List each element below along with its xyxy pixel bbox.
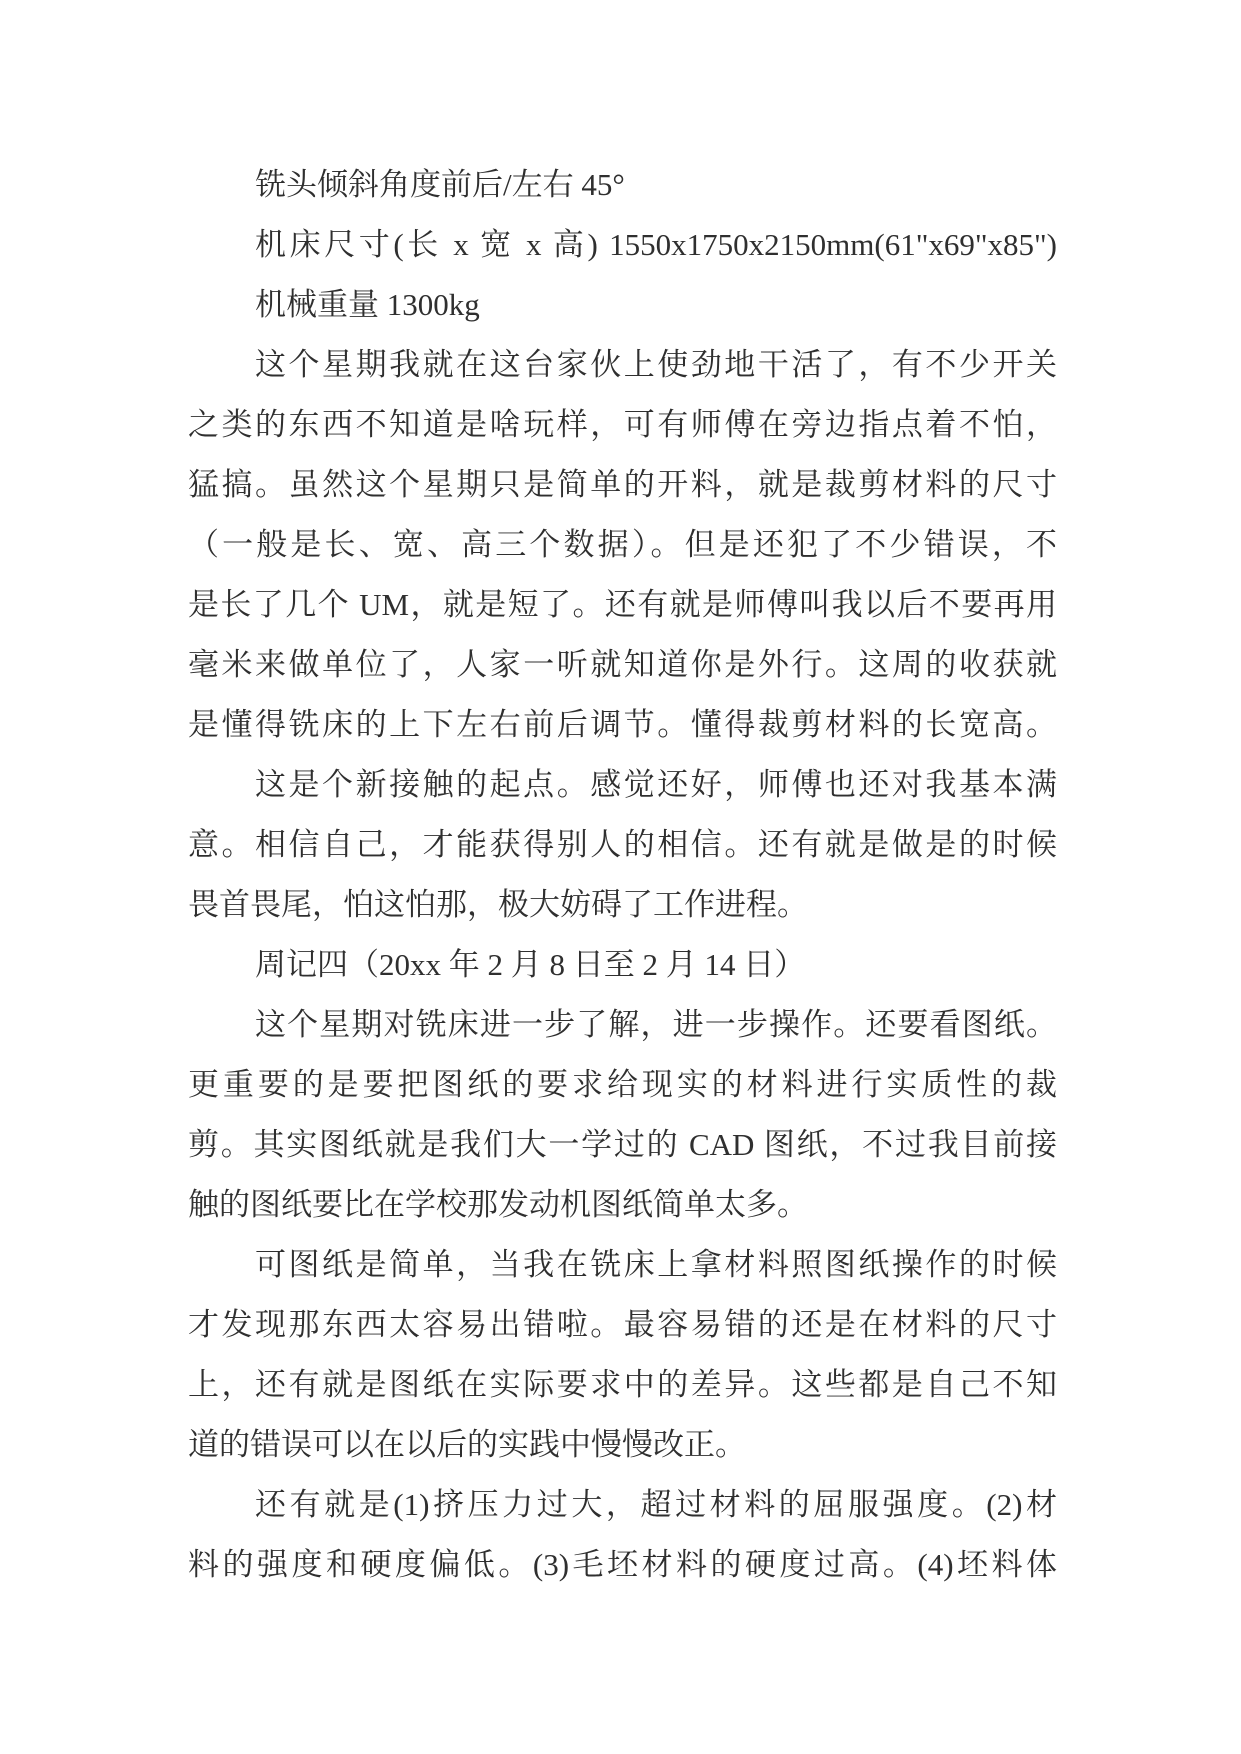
paragraph-drawings xyxy=(188,995,1057,1235)
text-line: 上，还有就是图纸在实际要求中的差异。这些都是自己不知 xyxy=(188,1367,1057,1402)
text-line: 还有就是(1)挤压力过大，超过材料的屈服强度。(2)材 xyxy=(255,1487,1057,1522)
text-line: 毫米来做单位了，人家一听就知道你是外行。这周的收获就 xyxy=(188,647,1057,682)
text-line: 机械重量 1300kg xyxy=(255,287,480,322)
text-line: 是长了几个 UM，就是短了。还有就是师傅叫我以后不要再用 xyxy=(188,587,1057,622)
text-line: 畏首畏尾，怕这怕那，极大妨碍了工作进程。 xyxy=(188,887,808,922)
text-line: 剪。其实图纸就是我们大一学过的 CAD 图纸，不过我目前接 xyxy=(188,1127,1057,1162)
paragraph-causes-list xyxy=(188,1475,1057,1595)
text-line: （一般是长、宽、高三个数据）。但是还犯了不少错误，不 xyxy=(188,527,1057,562)
text-line: 可图纸是简单，当我在铣床上拿材料照图纸操作的时候 xyxy=(255,1247,1057,1282)
paragraph-new-start xyxy=(188,755,1057,935)
text-line: 道的错误可以在以后的实践中慢慢改正。 xyxy=(188,1427,746,1462)
paragraph-week-work xyxy=(188,335,1057,755)
text-line: 料的强度和硬度偏低。(3)毛坯材料的硬度过高。(4)坯料体 xyxy=(188,1547,1057,1582)
text-line: 是懂得铣床的上下左右前后调节。懂得裁剪材料的长宽高。 xyxy=(188,707,1057,742)
paragraph-spec-dimensions xyxy=(188,215,1057,275)
text-line: 触的图纸要比在学校那发动机图纸简单太多。 xyxy=(188,1187,808,1222)
text-line: 这个星期对铣床进一步了解，进一步操作。还要看图纸。 xyxy=(255,1007,1057,1042)
text-line: 更重要的是要把图纸的要求给现实的材料进行实质性的裁 xyxy=(188,1067,1057,1102)
text-line: 周记四（20xx 年 2 月 8 日至 2 月 14 日） xyxy=(255,947,806,982)
text-line: 意。相信自己，才能获得别人的相信。还有就是做是的时候 xyxy=(188,827,1057,862)
text-line: 才发现那东西太容易出错啦。最容易错的还是在材料的尺寸 xyxy=(188,1307,1057,1342)
text-line: 猛搞。虽然这个星期只是简单的开料，就是裁剪材料的尺寸 xyxy=(188,467,1057,502)
paragraph-errors xyxy=(188,1235,1057,1475)
text-line: 机床尺寸(长 x 宽 x 高) 1550x1750x2150mm(61"x69"x85") xyxy=(255,227,1057,262)
paragraph-journal-four-heading xyxy=(188,935,1057,995)
text-block xyxy=(188,155,1057,1595)
paragraph-spec-tilt-angle xyxy=(188,155,1057,215)
text-line: 之类的东西不知道是啥玩样，可有师傅在旁边指点着不怕， xyxy=(188,407,1057,442)
text-line: 这个星期我就在这台家伙上使劲地干活了，有不少开关 xyxy=(255,347,1057,382)
text-line: 这是个新接触的起点。感觉还好，师傅也还对我基本满 xyxy=(255,767,1057,802)
text-line: 铣头倾斜角度前后/左右 45° xyxy=(255,167,625,202)
paragraph-spec-weight xyxy=(188,275,1057,335)
